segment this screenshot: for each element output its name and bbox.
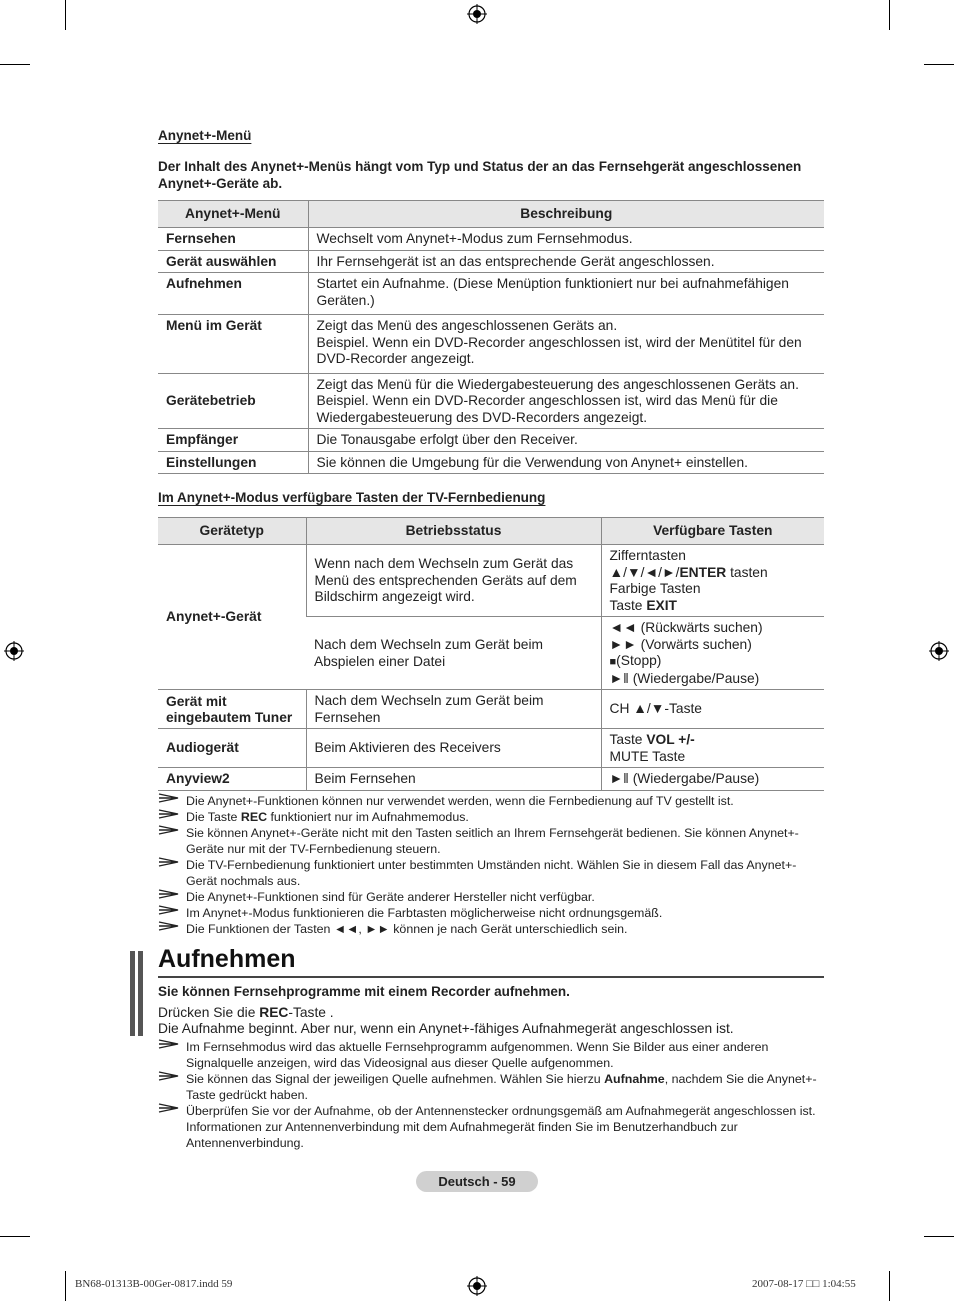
crop-mark xyxy=(65,1271,66,1301)
heading-bar xyxy=(138,951,143,1036)
key-desc: (Rückwärts suchen) xyxy=(636,620,763,635)
table-row xyxy=(158,768,824,791)
note-arrow-icon xyxy=(158,1037,180,1051)
device-type: Anyview2 xyxy=(158,768,306,791)
note-item xyxy=(158,1071,824,1103)
rewind-icon: ◄◄ xyxy=(609,620,637,635)
key-line xyxy=(610,620,817,637)
menu-item-name: Menü im Gerät xyxy=(158,315,308,374)
key-line xyxy=(610,565,817,582)
registration-mark-icon xyxy=(4,641,24,661)
note-item xyxy=(158,1103,824,1151)
key-suffix: tasten xyxy=(726,564,768,580)
note-text: Im Fernsehmodus wird das aktuelle Fernsehprogramm aufgenommen. Wenn Sie Bilder aus einer anderen Signalquelle anzeigen, wird das Videosignal aus dieser Quelle aufgenommen. xyxy=(186,1039,769,1070)
menu-item-name: Gerätebetrieb xyxy=(158,373,308,429)
note-text: Die Taste xyxy=(186,809,241,824)
key-line xyxy=(610,671,817,688)
device-type: Audiogerät xyxy=(158,729,306,768)
note-text: Die Anynet+-Funktionen können nur verwendet werden, wenn die Fernbedienung auf TV gestellt ist. xyxy=(186,793,734,808)
note-text: Die Funktionen der Tasten ◄◄, ►► können je nach Gerät unterschiedlich sein. xyxy=(186,921,628,936)
page-number-badge: Deutsch - 59 xyxy=(416,1171,538,1192)
menu-item-description: Zeigt das Menü des angeschlossenen Geräts an. Beispiel. Wenn ein DVD-Recorder angeschlossen ist, wird der Menütitel für den DVD-Recorder angezeigt. xyxy=(308,315,824,374)
section-heading: Aufnehmen xyxy=(158,945,824,978)
note-text: Überprüfen Sie vor der Aufnahme, ob der Antennenstecker ordnungsgemäß am Aufnahmegerät angeschlossen ist. xyxy=(186,1103,816,1118)
stop-icon: ■ xyxy=(609,656,617,668)
note-text: Die Anynet+-Funktionen sind für Geräte anderer Hersteller nicht verfügbar. xyxy=(186,889,595,904)
page-content xyxy=(158,128,824,1151)
note-item xyxy=(158,1039,824,1071)
key-prefix: Taste xyxy=(609,732,647,747)
anynet-menu-table xyxy=(158,200,824,474)
registration-mark-icon xyxy=(929,641,949,661)
note-item xyxy=(158,809,824,825)
menu-item-name: Empfänger xyxy=(158,429,308,452)
section-heading-wrap xyxy=(158,945,824,978)
menu-item-description: Sie können die Umgebung für die Verwendung von Anynet+ einstellen. xyxy=(308,451,824,474)
notes-list xyxy=(158,1039,824,1151)
note-arrow-icon xyxy=(158,791,180,805)
table-row xyxy=(158,690,824,729)
key-desc: (Vorwärts suchen) xyxy=(636,636,752,652)
column-header: Beschreibung xyxy=(308,201,824,228)
operating-status: Nach dem Wechseln zum Gerät beim Fernsehen xyxy=(306,690,601,729)
key-line xyxy=(610,637,817,654)
table-row xyxy=(158,250,824,273)
menu-item-name: Fernsehen xyxy=(158,228,308,251)
crop-mark xyxy=(889,0,890,30)
section-title-anynet-menu: Anynet+-Menü xyxy=(158,128,252,143)
menu-item-description: Wechselt vom Anynet+-Modus zum Fernsehmodus. xyxy=(308,228,824,251)
remote-keys-table xyxy=(158,517,824,791)
key-desc: (Wiedergabe/Pause) xyxy=(628,771,760,786)
volume-key: VOL +/- xyxy=(646,732,695,747)
note-arrow-icon xyxy=(158,823,180,837)
crop-mark xyxy=(65,0,66,30)
available-keys xyxy=(601,545,824,617)
note-item xyxy=(158,905,824,921)
menu-item-description: Die Tonausgabe erfolgt über den Receiver. xyxy=(308,429,824,452)
table-row xyxy=(158,373,824,429)
column-header: Betriebsstatus xyxy=(306,518,601,545)
rec-key: REC xyxy=(240,809,268,824)
key-line xyxy=(610,732,817,749)
available-keys: CH ▲/▼-Taste xyxy=(601,690,824,729)
play-pause-icon: ►‖ xyxy=(609,670,629,686)
key-desc: (Wiedergabe/Pause) xyxy=(628,670,760,686)
paragraph: Die Aufnahme beginnt. Aber nur, wenn ein Anynet+-fähiges Aufnahmegerät angeschlossen ist. xyxy=(158,1021,734,1036)
note-arrow-icon xyxy=(158,807,180,821)
table-row xyxy=(158,273,824,315)
note-item xyxy=(158,889,824,905)
menu-item-name: Aufnehmen xyxy=(158,273,308,315)
table-row xyxy=(158,228,824,251)
column-header: Gerätetyp xyxy=(158,518,306,545)
play-pause-icon: ►‖ xyxy=(609,771,629,786)
available-keys xyxy=(601,729,824,768)
note-text: Im Anynet+-Modus funktionieren die Farbtasten möglicherweise nicht ordnungsgemäß. xyxy=(186,905,663,920)
note-text: , nachdem Sie die Anynet+-Taste gedrückt haben. xyxy=(186,1071,817,1102)
table-header-row xyxy=(158,201,824,228)
table-row xyxy=(158,429,824,452)
note-arrow-icon xyxy=(158,1069,180,1083)
operating-status: Wenn nach dem Wechseln zum Gerät das Menü des entsprechenden Geräts auf dem Bildschirm angezeigt wird. xyxy=(306,545,601,617)
enter-key: ENTER xyxy=(679,564,727,580)
key-line: Farbige Tasten xyxy=(609,581,701,596)
rec-key: REC xyxy=(259,1004,289,1020)
crop-mark xyxy=(889,1271,890,1301)
operating-status: Beim Fernsehen xyxy=(306,768,601,791)
key-line xyxy=(610,598,817,615)
registration-mark-icon xyxy=(467,1276,487,1296)
note-text: funktioniert nur im Aufnahmemodus. xyxy=(267,809,469,824)
key-line: MUTE Taste xyxy=(609,748,686,764)
paragraph-text: -Taste . xyxy=(288,1004,334,1020)
crop-mark xyxy=(0,64,30,65)
fast-forward-icon: ►► xyxy=(609,636,637,652)
note-arrow-icon xyxy=(158,1101,180,1115)
key-line: Zifferntasten xyxy=(609,548,686,563)
arrow-keys: ▲/▼/◄/►/ xyxy=(609,564,680,580)
key-line xyxy=(610,653,817,671)
section-intro: Sie können Fernsehprogramme mit einem Recorder aufnehmen. xyxy=(158,983,570,999)
note-text: Informationen zur Antennenverbindung mit dem Aufnahmegerät finden Sie im Benutzerhandbuch zur Antennenverbindung. xyxy=(186,1119,738,1150)
key-prefix: Taste xyxy=(609,597,647,613)
device-type: Gerät mit eingebautem Tuner xyxy=(158,690,306,729)
note-text: Die TV-Fernbedienung funktioniert unter bestimmten Umständen nicht. Wählen Sie in diesem Fall das Anynet+-Gerät nochmals aus. xyxy=(186,857,797,888)
registration-mark-icon xyxy=(467,4,487,24)
note-item xyxy=(158,825,824,857)
menu-item-name: Gerät auswählen xyxy=(158,250,308,273)
table-row xyxy=(158,315,824,374)
crop-mark xyxy=(0,1236,30,1237)
menu-item-name: Einstellungen xyxy=(158,451,308,474)
paragraph xyxy=(158,1005,824,1022)
column-header: Verfügbare Tasten xyxy=(601,518,824,545)
aufnahme-option: Aufnahme xyxy=(604,1071,665,1086)
note-text: Sie können das Signal der jeweiligen Quelle aufnehmen. Wählen Sie hierzu xyxy=(186,1071,605,1086)
table-header-row xyxy=(158,518,824,545)
menu-item-description: Startet ein Aufnahme. (Diese Menüption funktioniert nur bei aufnahmefähigen Geräten.) xyxy=(308,273,824,315)
crop-mark xyxy=(924,64,954,65)
heading-bar xyxy=(130,951,135,1036)
table-row xyxy=(158,545,824,617)
note-item xyxy=(158,793,824,809)
print-date-info: 2007-08-17 □□ 1:04:55 xyxy=(752,1278,856,1290)
section-title-remote-keys: Im Anynet+-Modus verfügbare Tasten der TV-Fernbedienung xyxy=(158,490,546,505)
note-text: Sie können Anynet+-Geräte nicht mit den Tasten seitlich an Ihrem Fernsehgerät bedienen. Sie können Anynet+-Geräte nur mit der TV-Fernbedienung steuern. xyxy=(186,825,799,856)
device-type: Anynet+-Gerät xyxy=(158,545,306,690)
note-item xyxy=(158,921,824,937)
available-keys xyxy=(601,768,824,791)
note-arrow-icon xyxy=(158,887,180,901)
paragraph-text: Drücken Sie die xyxy=(158,1004,260,1020)
available-keys xyxy=(601,617,824,690)
crop-mark xyxy=(924,1236,954,1237)
notes-list xyxy=(158,793,824,937)
section-intro: Der Inhalt des Anynet+-Menüs hängt vom Typ und Status der an das Fernsehgerät angeschlossenen Anynet+-Geräte ab. xyxy=(158,159,802,191)
operating-status: Beim Aktivieren des Receivers xyxy=(306,729,601,768)
column-header: Anynet+-Menü xyxy=(158,201,308,228)
note-arrow-icon xyxy=(158,903,180,917)
table-row xyxy=(158,451,824,474)
note-arrow-icon xyxy=(158,919,180,933)
print-file-info: BN68-01313B-00Ger-0817.indd 59 xyxy=(75,1278,233,1290)
menu-item-description: Zeigt das Menü für die Wiedergabesteuerung des angeschlossenen Geräts an. Beispiel. Wenn ein DVD-Recorder angeschlossen ist, wird das Menü für die Wiedergabesteuerung des DVD-Recorders angezeigt. xyxy=(308,373,824,429)
key-desc: (Stopp) xyxy=(616,653,662,668)
table-row xyxy=(158,729,824,768)
exit-key: EXIT xyxy=(646,597,677,613)
note-arrow-icon xyxy=(158,855,180,869)
operating-status: Nach dem Wechseln zum Gerät beim Abspielen einer Datei xyxy=(306,617,601,690)
note-item xyxy=(158,857,824,889)
menu-item-description: Ihr Fernsehgerät ist an das entsprechende Gerät angeschlossen. xyxy=(308,250,824,273)
